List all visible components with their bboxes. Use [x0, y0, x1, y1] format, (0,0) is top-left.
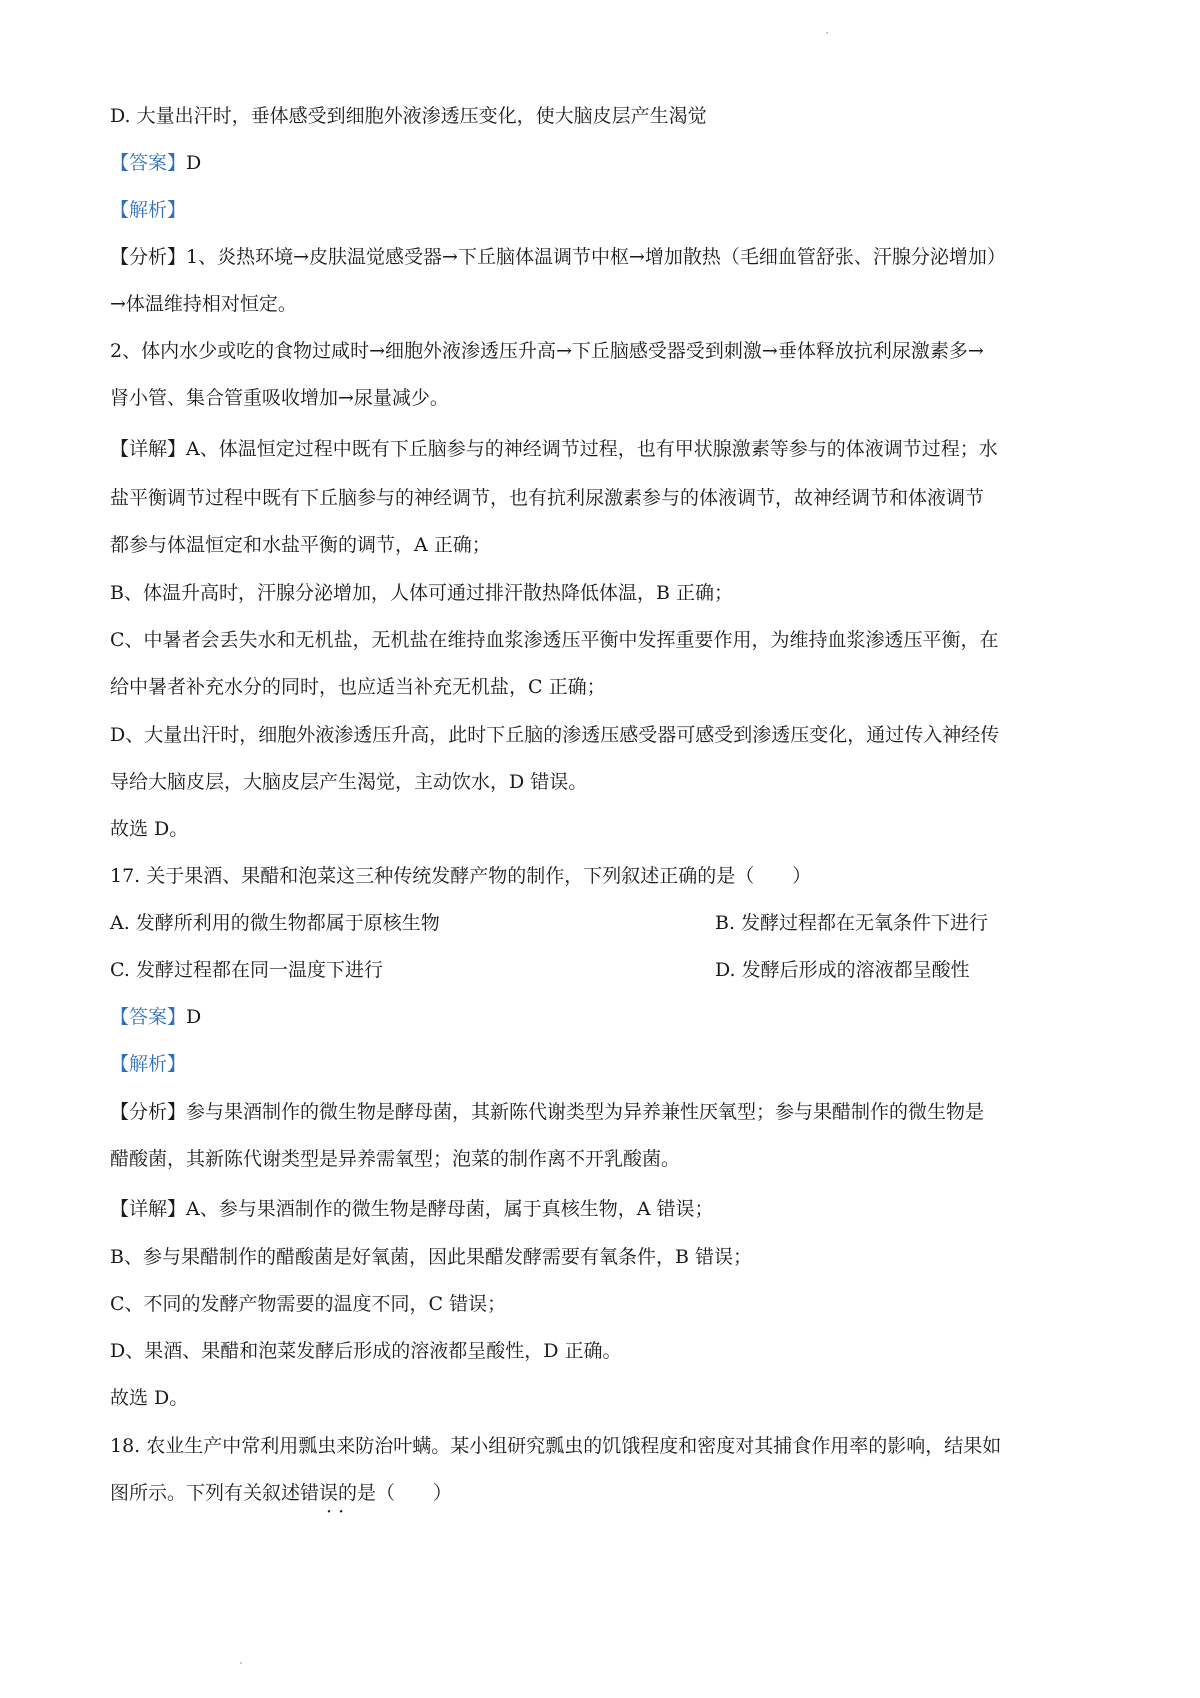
q16-detail-a1: [110, 436, 1110, 462]
scan-speck: [826, 32, 828, 34]
q16-detail-c2: 给中暑者补充水分的同时，也应适当补充无机盐，C 正确；: [110, 676, 606, 698]
q17-detail-a: [110, 1196, 1110, 1222]
q17-options-row-1: [110, 910, 1110, 936]
q17-analysis-2: 醋酸菌，其新陈代谢类型是异养需氧型；泡菜的制作离不开乳酸菌。: [110, 1148, 681, 1170]
q17-detail-d: D、果酒、果醋和泡菜发酵后形成的溶液都呈酸性，D 正确。: [110, 1340, 622, 1362]
jiexi-tag: 【解析】: [110, 1053, 187, 1075]
answer-tag: 【答案】: [110, 152, 187, 174]
q18-stem-2: 图所示。下列有关叙述错误的是（ ）: [110, 1482, 453, 1504]
detail-text: A、参与果酒制作的微生物是酵母菌，属于真核生物，A 错误；: [186, 1198, 714, 1220]
fenxi-tag: 【分析】: [110, 246, 187, 268]
q17-choose: 故选 D。: [110, 1387, 189, 1409]
answer-tag: 【答案】: [110, 1006, 187, 1028]
q16-analysis-2b: 肾小管、集合管重吸收增加→尿量减少。: [110, 387, 449, 409]
q16-detail-a3: 都参与体温恒定和水盐平衡的调节，A 正确；: [110, 534, 491, 556]
q17-option-c: C. 发酵过程都在同一温度下进行: [110, 959, 383, 981]
q17-answer: [110, 1004, 1110, 1030]
q17-option-a: A. 发酵所利用的微生物都属于原核生物: [110, 912, 440, 934]
q17-option-b: B. 发酵过程都在无氧条件下进行: [715, 912, 989, 934]
q16-answer: [110, 150, 1110, 176]
emphasis-dots: · ·: [326, 1501, 345, 1523]
xiangjie-tag: 【详解】: [110, 438, 187, 460]
analysis-text: 参与果酒制作的微生物是酵母菌，其新陈代谢类型为异养兼性厌氧型；参与果醋制作的微生物是: [186, 1101, 985, 1123]
answer-value: D: [186, 1006, 202, 1028]
q16-detail-d2: 导给大脑皮层，大脑皮层产生渴觉，主动饮水，D 错误。: [110, 771, 588, 793]
fenxi-tag: 【分析】: [110, 1101, 187, 1123]
q16-option-d: D. 大量出汗时，垂体感受到细胞外液渗透压变化，使大脑皮层产生渴觉: [110, 105, 707, 127]
q17-jiexi-heading: [110, 1051, 1110, 1077]
q16-detail-b: B、体温升高时，汗腺分泌增加，人体可通过排汗散热降低体温，B 正确；: [110, 582, 733, 604]
q17-analysis-1: [110, 1099, 1110, 1125]
q17-detail-c: C、不同的发酵产物需要的温度不同，C 错误；: [110, 1293, 507, 1315]
detail-text: A、体温恒定过程中既有下丘脑参与的神经调节过程，也有甲状腺激素等参与的体液调节过程；水: [186, 438, 998, 460]
q18-stem-1: 18. 农业生产中常利用瓢虫来防治叶螨。某小组研究瓢虫的饥饿程度和密度对其捕食作用率的影响，结果如: [110, 1435, 1002, 1457]
answer-value: D: [186, 152, 202, 174]
scan-speck: [240, 1662, 242, 1664]
q16-analysis-1b: →体温维持相对恒定。: [110, 293, 297, 315]
q16-detail-c1: C、中暑者会丢失水和无机盐，无机盐在维持血浆渗透压平衡中发挥重要作用，为维持血浆渗透压平衡，在: [110, 629, 999, 651]
q16-analysis-2a: 2、体内水少或吃的食物过咸时→细胞外液渗透压升高→下丘脑感受器受到刺激→垂体释放抗利尿激素多→: [110, 340, 984, 362]
q16-choose: 故选 D。: [110, 818, 189, 840]
q17-option-d: D. 发酵后形成的溶液都呈酸性: [715, 959, 970, 981]
q16-detail-d1: D、大量出汗时，细胞外液渗透压升高，此时下丘脑的渗透压感受器可感受到渗透压变化，通过传入神经传: [110, 724, 1000, 746]
q16-detail-a2: 盐平衡调节过程中既有下丘脑参与的神经调节，也有抗利尿激素参与的体液调节，故神经调节和体液调节: [110, 487, 985, 509]
q17-stem: 17. 关于果酒、果醋和泡菜这三种传统发酵产物的制作，下列叙述正确的是（ ）: [110, 865, 812, 887]
xiangjie-tag: 【详解】: [110, 1198, 187, 1220]
q17-options-row-2: [110, 957, 1110, 983]
q16-jiexi-heading: [110, 197, 1110, 223]
jiexi-tag: 【解析】: [110, 199, 187, 221]
q16-analysis-1a: [110, 244, 1110, 270]
analysis-text: 1、炎热环境→皮肤温觉感受器→下丘脑体温调节中枢→增加散热（毛细血管舒张、汗腺分泌增加）: [186, 246, 1006, 268]
q17-detail-b: B、参与果醋制作的醋酸菌是好氧菌，因此果醋发酵需要有氧条件，B 错误；: [110, 1246, 752, 1268]
